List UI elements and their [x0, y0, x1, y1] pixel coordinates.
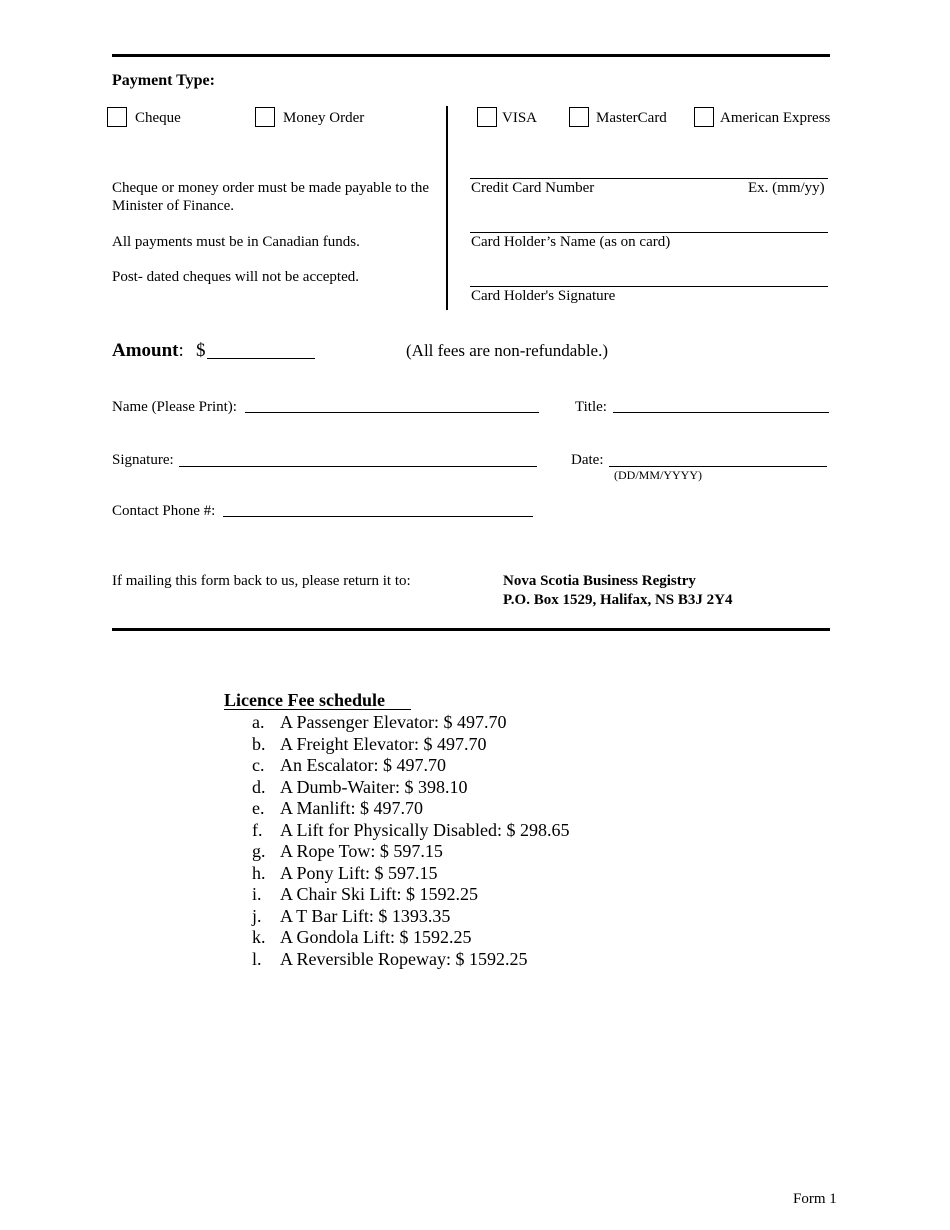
card-holder-name-label: Card Holder’s Name (as on card): [471, 234, 671, 250]
list-item-letter: i.: [252, 884, 262, 904]
name-label: Name (Please Print):: [112, 399, 237, 415]
list-item-text: A Pony Lift: $ 597.15: [280, 862, 438, 883]
money-order-checkbox[interactable]: [255, 107, 275, 127]
fee-schedule-title: [224, 690, 411, 710]
list-item-letter: k.: [252, 927, 266, 947]
list-item-text: A Freight Elevator: $ 497.70: [280, 733, 487, 754]
date-field[interactable]: [609, 466, 827, 467]
amount-colon: :: [178, 340, 184, 361]
name-field[interactable]: [245, 412, 539, 413]
amount-field[interactable]: [207, 358, 315, 359]
payment-divider: [446, 106, 448, 310]
list-item-text: A Passenger Elevator: $ 497.70: [280, 712, 507, 732]
payable-note-line1: Cheque or money order must be made payable to the: [112, 180, 429, 196]
signature-field[interactable]: [179, 466, 537, 467]
title-field[interactable]: [613, 412, 829, 413]
amount-row: [112, 340, 184, 362]
list-item-letter: g.: [252, 841, 266, 861]
contact-phone-label: Contact Phone #:: [112, 503, 216, 519]
visa-checkbox[interactable]: [477, 107, 497, 127]
money-order-label: Money Order: [283, 110, 365, 126]
cheque-checkbox[interactable]: [107, 107, 127, 127]
amex-label: American Express: [720, 110, 831, 126]
list-item-letter: a.: [252, 712, 265, 732]
list-item-text: A Chair Ski Lift: $ 1592.25: [280, 884, 478, 904]
date-format-hint: (DD/MM/YYYY): [614, 468, 702, 482]
visa-label: VISA: [502, 110, 538, 126]
list-item-text: A T Bar Lift: $ 1393.35: [280, 905, 451, 926]
payable-note-line2: Minister of Finance.: [112, 198, 235, 214]
payment-type-heading: Payment Type:: [112, 72, 215, 89]
list-item-letter: f.: [252, 819, 263, 840]
card-holder-signature-label: Card Holder's Signature: [471, 288, 616, 304]
contact-phone-field[interactable]: [223, 516, 533, 517]
list-item-letter: l.: [252, 948, 262, 969]
list-item-letter: c.: [252, 755, 265, 775]
list-item-letter: b.: [252, 733, 266, 754]
list-item-text: A Reversible Ropeway: $ 1592.25: [280, 948, 528, 969]
list-item-text: A Manlift: $ 497.70: [280, 798, 423, 818]
mastercard-label: MasterCard: [596, 110, 667, 126]
non-refundable-note: (All fees are non-refundable.): [406, 341, 609, 360]
list-item-text: A Rope Tow: $ 597.15: [280, 841, 443, 861]
mailing-instruction: If mailing this form back to us, please return it to:: [112, 573, 411, 589]
amount-currency: $: [196, 340, 206, 361]
bottom-rule: [112, 628, 830, 631]
signature-label: Signature:: [112, 452, 174, 468]
list-item-text: An Escalator: $ 497.70: [280, 755, 446, 775]
mastercard-checkbox[interactable]: [569, 107, 589, 127]
post-dated-note: Post- dated cheques will not be accepted.: [112, 269, 360, 285]
canadian-funds-note: All payments must be in Canadian funds.: [112, 234, 360, 250]
list-item-letter: d.: [252, 776, 266, 797]
top-rule: [112, 54, 830, 57]
mailing-org: Nova Scotia Business Registry: [503, 573, 696, 589]
list-item-letter: h.: [252, 862, 266, 883]
list-item-text: A Lift for Physically Disabled: $ 298.65: [280, 819, 570, 840]
date-label: Date:: [571, 452, 604, 468]
list-item-text: A Dumb-Waiter: $ 398.10: [280, 776, 468, 797]
amount-label: Amount: [112, 340, 179, 361]
list-item-letter: j.: [252, 905, 262, 926]
mailing-address: P.O. Box 1529, Halifax, NS B3J 2Y4: [503, 592, 733, 608]
expiry-label: Ex. (mm/yy): [748, 180, 825, 196]
cheque-label: Cheque: [135, 110, 181, 126]
amex-checkbox[interactable]: [694, 107, 714, 127]
form-id: Form 1: [793, 1191, 837, 1207]
fee-schedule-title-text: Licence Fee schedule: [224, 690, 385, 710]
credit-card-number-label: Credit Card Number: [471, 180, 595, 196]
title-label: Title:: [575, 399, 607, 415]
list-item-text: A Gondola Lift: $ 1592.25: [280, 927, 472, 947]
list-item-letter: e.: [252, 798, 265, 818]
